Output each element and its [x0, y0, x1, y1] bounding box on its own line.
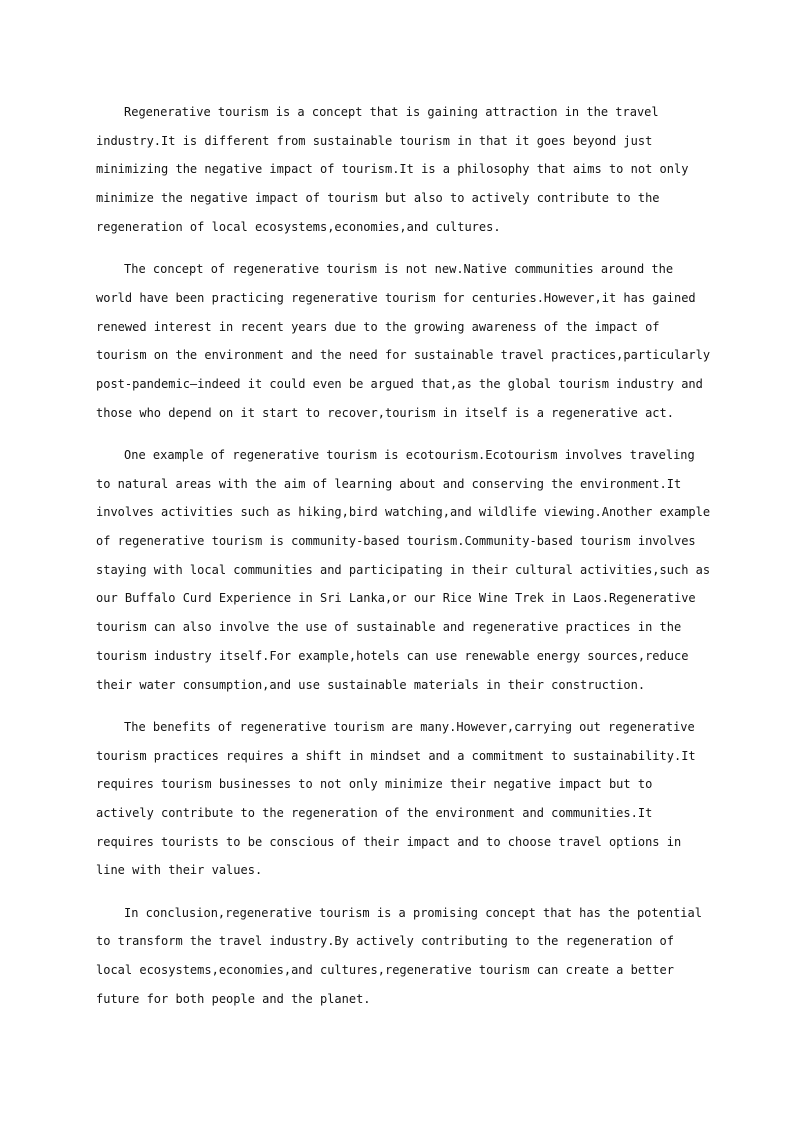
text-line: tourism can also involve the use of sustainable and regenerative practices in the — [96, 620, 682, 635]
text-line: our Buffalo Curd Experience in Sri Lanka,or our Rice Wine Trek in Laos.Regenerative — [96, 591, 696, 606]
text-line: line with their values. — [96, 863, 263, 878]
text-line: The concept of regenerative tourism is not new.Native communities around the — [124, 262, 674, 277]
text-line: their water consumption,and use sustainable materials in their construction. — [96, 677, 646, 692]
paragraph-5 — [96, 899, 702, 1014]
paragraph-2 — [96, 255, 711, 427]
paragraph-3 — [96, 441, 711, 699]
text-line: tourism on the environment and the need for sustainable travel practices,particularly — [96, 348, 711, 363]
text-line: renewed interest in recent years due to the growing awareness of the impact of — [96, 319, 660, 334]
text-line: post-pandemic—indeed it could even be argued that,as the global tourism industry and — [96, 376, 703, 391]
text-line: regeneration of local ecosystems,economies,and cultures. — [96, 219, 501, 234]
text-line: tourism practices requires a shift in mindset and a commitment to sustainability.It — [96, 748, 696, 763]
text-line: to transform the travel industry.By actively contributing to the regeneration of — [96, 934, 674, 949]
text-line: tourism industry itself.For example,hotels can use renewable energy sources,reduce — [96, 648, 689, 663]
text-line: requires tourists to be conscious of their impact and to choose travel options in — [96, 834, 682, 849]
text-line: staying with local communities and participating in their cultural activities,such as — [96, 562, 711, 577]
text-line: local ecosystems,economies,and cultures,regenerative tourism can create a better — [96, 963, 674, 978]
text-line: The benefits of regenerative tourism are many.However,carrying out regenerative — [124, 719, 695, 734]
text-line: requires tourism businesses to not only minimize their negative impact but to — [96, 777, 653, 792]
text-line: minimize the negative impact of tourism but also to actively contribute to the — [96, 191, 660, 206]
text-line: industry.It is different from sustainable tourism in that it goes beyond just — [96, 133, 653, 148]
text-line: involves activities such as hiking,bird watching,and wildlife viewing.Another example — [96, 505, 711, 520]
text-line: One example of regenerative tourism is ecotourism.Ecotourism involves traveling — [124, 447, 695, 462]
text-line: to natural areas with the aim of learning about and conserving the environment.It — [96, 476, 682, 491]
paragraph-1 — [96, 98, 696, 242]
text-line: those who depend on it start to recover,tourism in itself is a regenerative act. — [96, 405, 674, 420]
text-line: world have been practicing regenerative tourism for centuries.However,it has gained — [96, 290, 696, 305]
text-line: minimizing the negative impact of tourism.It is a philosophy that aims to not only — [96, 162, 689, 177]
text-line: actively contribute to the regeneration of the environment and communities.It — [96, 805, 653, 820]
paragraph-4 — [96, 713, 696, 885]
text-line: In conclusion,regenerative tourism is a promising concept that has the potential — [124, 905, 702, 920]
document-body — [96, 98, 711, 1027]
text-line: Regenerative tourism is a concept that is gaining attraction in the travel — [124, 105, 659, 119]
text-line: of regenerative tourism is community-based tourism.Community-based tourism involves — [96, 534, 696, 549]
text-line: future for both people and the planet. — [96, 991, 371, 1006]
